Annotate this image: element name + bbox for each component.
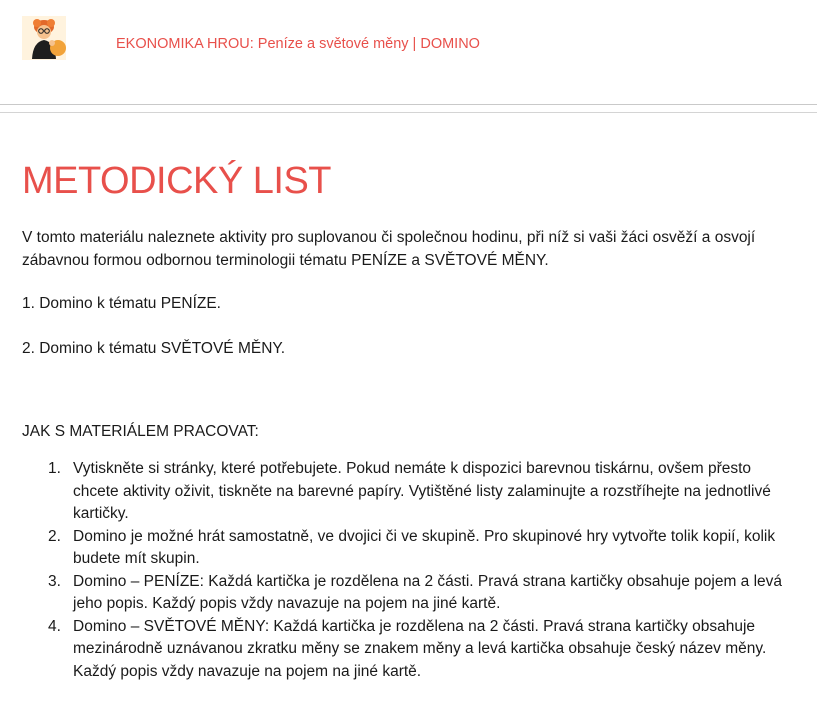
list-item <box>48 526 793 571</box>
header-divider <box>0 104 817 105</box>
activity-item-money: 1. Domino k tématu PENÍZE. <box>22 295 221 312</box>
list-item <box>48 571 793 616</box>
intro-paragraph: V tomto materiálu naleznete aktivity pro suplovanou či společnou hodinu, při níž si vaši žáci osvěží a osvojí zábavnou formou odbornou terminologii tématu PENÍZE a SVĚTOVÉ MĚNY. <box>22 229 756 269</box>
header-divider-secondary <box>0 112 817 113</box>
how-to-heading: JAK S MATERIÁLEM PRACOVAT: <box>22 423 259 440</box>
list-item-text: Domino je možné hrát samostatně, ve dvojici či ve skupině. Pro skupinové hry vytvořte tolik kopií, kolik budete mít skupin. <box>73 527 776 567</box>
list-item-text: Vytiskněte si stránky, které potřebujete. Pokud nemáte k dispozici barevnou tiskárnu, ovšem přesto chcete aktivity oživit, tiskněte na barevné papíry. Vytištěné listy zalaminujte a rozstříhejte na jednotlivé kartičky. <box>73 460 771 522</box>
list-item-number: 4. <box>48 617 61 635</box>
instructions-list <box>48 458 793 683</box>
list-item-text: Domino – SVĚTOVÉ MĚNY: Každá kartička je rozdělena na 2 části. Pravá strana kartičky obsahuje mezinárodně uznávanou zkratku měny se znakem měny a levá kartička obsahuje český název měny. Každý popis vždy navazuje na pojem na jiné kartě. <box>73 617 767 680</box>
cartoon-teacher-logo-icon <box>22 16 66 60</box>
list-item <box>48 458 793 526</box>
activity-item-currencies: 2. Domino k tématu SVĚTOVÉ MĚNY. <box>22 340 286 357</box>
list-item <box>48 616 793 684</box>
list-item-number: 3. <box>48 572 61 590</box>
header-title: EKONOMIKA HROU: Peníze a světové měny | DOMINO <box>116 36 480 52</box>
list-item-text: Domino – PENÍZE: Každá kartička je rozdělena na 2 části. Pravá strana kartičky obsahuje pojem a levá jeho popis. Každý popis vždy navazuje na pojem na jiné kartě. <box>73 572 783 612</box>
list-item-number: 2. <box>48 527 61 545</box>
page-title: METODICKÝ LIST <box>22 160 332 202</box>
page-header <box>0 0 817 104</box>
list-item-number: 1. <box>48 460 61 477</box>
